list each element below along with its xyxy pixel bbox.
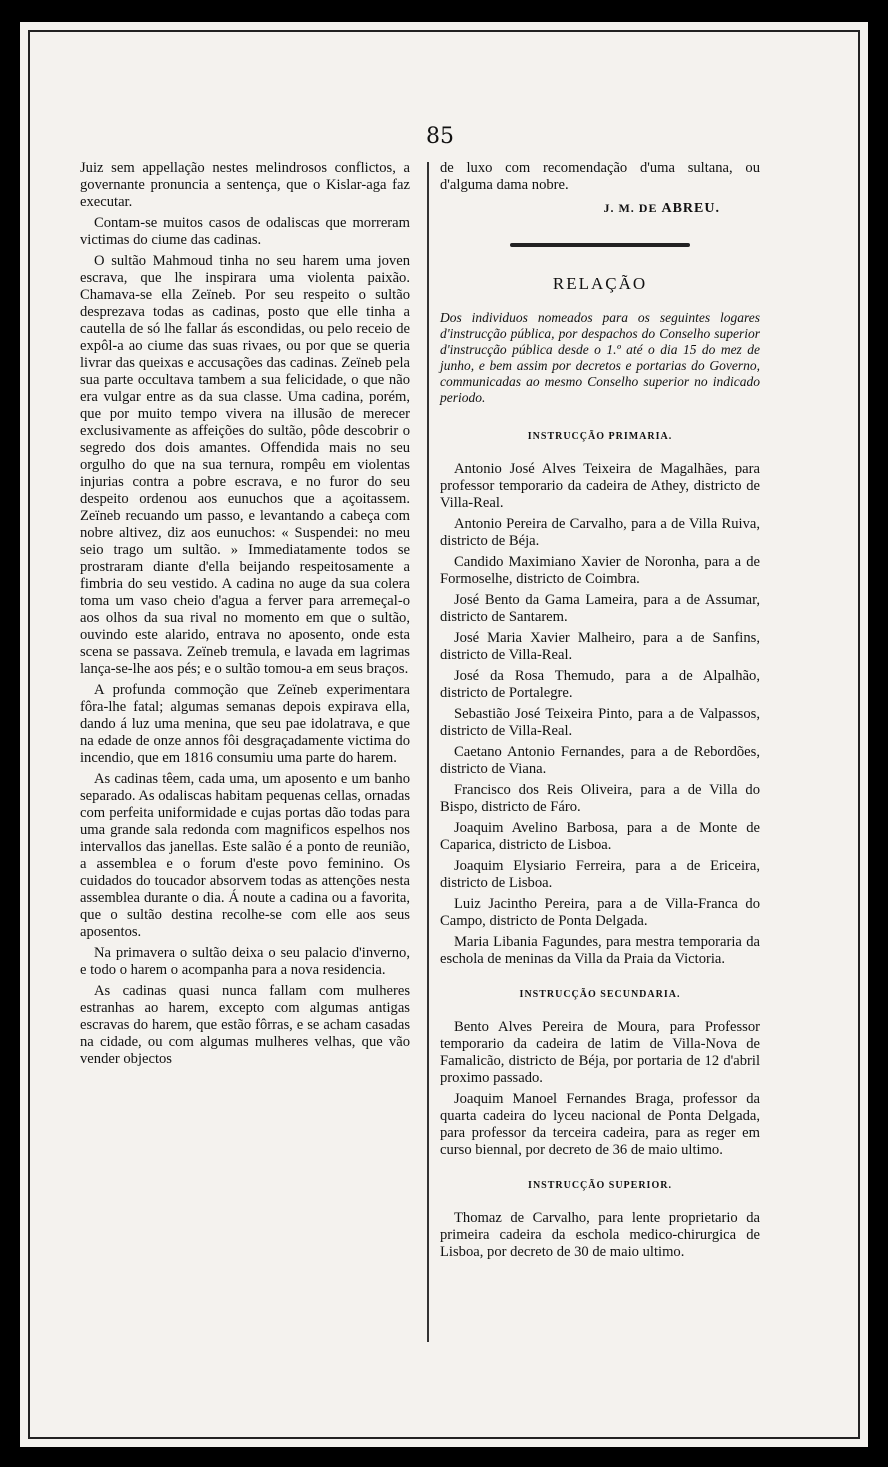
- list-item: Luiz Jacintho Pereira, para a de Villa-Franca do Campo, districto de Ponta Delgada.: [440, 896, 760, 929]
- right-column: [440, 160, 760, 1265]
- subheading-superior: INSTRUCÇÃO SUPERIOR.: [528, 1180, 672, 1191]
- paragraph: As cadinas quasi nunca fallam com mulheres estranhas ao harem, excepto com algumas antigas escravas do harem, que estão fôrras, e se acham casadas na cidade, ou com algumas mulheres velhas, que vão vender objectos: [80, 983, 410, 1067]
- paragraph: A profunda commoção que Zeïneb experimentara fôra-lhe fatal; algumas semanas depois expirava ella, dando á luz uma menina, que seu pae idolatrava, e que na edade de onze annos fôi desgraçadamente victima do incendio, que em 1816 consumiu uma parte do harem.: [80, 682, 410, 766]
- column-divider: [427, 162, 429, 1342]
- list-item: Maria Libania Fagundes, para mestra temporaria da eschola de meninas da Villa da Praia da Victoria.: [440, 934, 760, 967]
- list-item: Antonio José Alves Teixeira de Magalhães, para professor temporario da cadeira de Athey, districto de Villa-Real.: [440, 461, 760, 511]
- list-item: Sebastião José Teixeira Pinto, para a de Valpassos, districto de Villa-Real.: [440, 706, 760, 739]
- list-item: Bento Alves Pereira de Moura, para Professor temporario da cadeira de latim de Villa-Nova de Famalicão, districto de Béja, por portaria de 12 d'abril proximo passado.: [440, 1019, 760, 1086]
- signature-initials: J. M. DE: [603, 201, 658, 215]
- list-item: José Bento da Gama Lameira, para a de Assumar, districto de Santarem.: [440, 592, 760, 625]
- section-subtitle: Dos individuos nomeados para os seguintes logares d'instrucção pública, por despachos do Conselho superior d'instrucção pública desde o 1.º até o dia 15 do mez de junho, e bem assim por decretos e portarias do Governo, communicadas ao mesmo Conselho superior no indicado periodo.: [440, 310, 760, 405]
- paragraph: Juiz sem appellação nestes melindrosos conflictos, a governante pronuncia a sentença, que o Kislar-aga faz executar.: [80, 160, 410, 210]
- paragraph: Contam-se muitos casos de odaliscas que morreram victimas do ciume das cadinas.: [80, 215, 410, 248]
- list-item: Caetano Antonio Fernandes, para a de Rebordões, districto de Viana.: [440, 744, 760, 777]
- subheading-primaria: INSTRUCÇÃO PRIMARIA.: [527, 431, 673, 442]
- paragraph: Na primavera o sultão deixa o seu palacio d'inverno, e todo o harem o acompanha para a nova residencia.: [80, 945, 410, 978]
- subheading-secundaria: INSTRUCÇÃO SECUNDARIA.: [519, 989, 681, 1000]
- section-title: RELAÇÃO: [552, 274, 648, 293]
- list-item: Joaquim Elysiario Ferreira, para a de Ericeira, districto de Lisboa.: [440, 858, 760, 891]
- continuation-paragraph: de luxo com recomendação d'uma sultana, ou d'alguma dama nobre.: [440, 160, 760, 193]
- left-column: [80, 160, 410, 1072]
- list-item: Joaquim Avelino Barbosa, para a de Monte de Caparica, districto de Lisboa.: [440, 820, 760, 853]
- scanned-page: [20, 22, 868, 1447]
- list-item: José Maria Xavier Malheiro, para a de Sanfins, districto de Villa-Real.: [440, 630, 760, 663]
- list-item: José da Rosa Themudo, para a de Alpalhão, districto de Portalegre.: [440, 668, 760, 701]
- list-item: Joaquim Manoel Fernandes Braga, professor da quarta cadeira do lyceu nacional de Ponta Delgada, para professor da terceira cadeira, para as reger em curso biennal, por decreto de 36 de maio ultimo.: [440, 1091, 760, 1158]
- ornamental-rule: [510, 243, 690, 247]
- page-number: 85: [426, 124, 454, 149]
- list-item: Candido Maximiano Xavier de Noronha, para a de Formoselhe, districto de Coimbra.: [440, 554, 760, 587]
- paragraph: O sultão Mahmoud tinha no seu harem uma joven escrava, que lhe inspirara uma violenta paixão. Chamava-se ella Zeïneb. Por seu respeito o sultão desprezava todas as cadinas, posto que elle tinha a cautella de só lhe fallar ás escondidas, ou pelo receio de expôl-a ao ciume das suas rivaes, ou por que se queria livrar das queixas e accusações das cadinas. Zeïneb pela sua parte occultava tambem a sua felicidade, o que não era vulgar entre as da sua classe. Uma cadina, porém, que por muito tempo vivera na illusão de merecer exclusivamente as affeições do sultão, pôde descobrir o segredo dos dois amantes. Offendida mais no seu orgulho do que na sua ternura, rompêu em violentas injurias contra a pobre escrava, e no furor do seu despeito ordenou aos eunuchos que a açoitassem. Zeïneb recuando um passo, e levantando a cabeça com nobre altivez, diz aos eunuchos: « Suspendei: no meu seio trago um sultão. » Immediatamente todos se prostraram diante d'ella beijando respeitosamente a fimbria do seu vestido. A cadina no auge da sua colera toma um vaso cheio d'agua a ferver para arremeçal-o aos olhos da sua rival no momento em que o sultão, ouvindo este alarido, entrava no aposento, onde esta scena se passava. Zeïneb tremula, e lavada em lagrimas lança-se-lhe aos pés; e o sultão tomou-a em seus braços.: [80, 253, 410, 677]
- signature-name: ABREU.: [661, 201, 720, 216]
- author-signature: [440, 200, 720, 217]
- list-item: Thomaz de Carvalho, para lente proprietario da primeira cadeira da eschola medico-chirurgica de Lisboa, por decreto de 30 de maio ultimo.: [440, 1210, 760, 1260]
- list-item: Francisco dos Reis Oliveira, para a de Villa do Bispo, districto de Fáro.: [440, 782, 760, 815]
- paragraph: As cadinas têem, cada uma, um aposento e um banho separado. As odaliscas habitam pequenas cellas, ornadas com perfeita uniformidade e cujas portas dão todas para uma grande sala redonda com magnificos espelhos nos intervallos das janellas. Este salão é a ponto de reunião, a assemblea e o forum d'este povo feminino. Os cuidados do toucador absorvem todas as attenções nesta assemblea durante o dia. Á noute a cadina ou a favorita, que o sultão destina recolhe-se com elle aos seus aposentos.: [80, 771, 410, 940]
- list-item: Antonio Pereira de Carvalho, para a de Villa Ruiva, districto de Béja.: [440, 516, 760, 549]
